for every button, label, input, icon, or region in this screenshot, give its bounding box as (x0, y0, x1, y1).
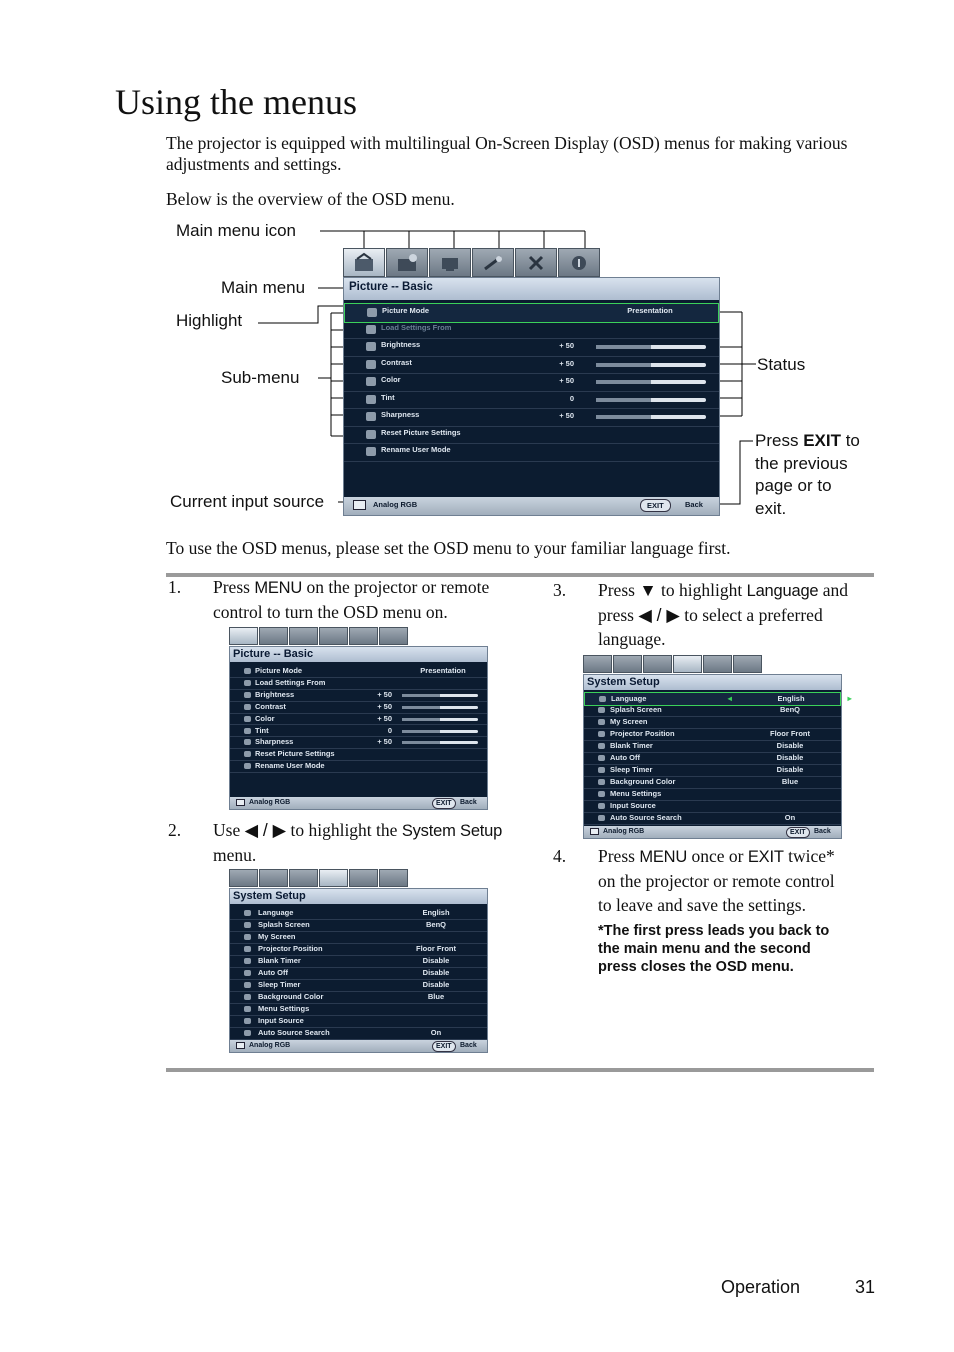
current-input-source: Analog RGB (249, 799, 291, 806)
osd-row-label: Picture Mode (382, 306, 430, 315)
osd-row-slider[interactable] (402, 706, 478, 709)
osd-step1-picture-menu (229, 627, 488, 810)
osd-row-label: Language (611, 694, 647, 703)
tint-icon (244, 728, 251, 734)
setting-icon (244, 922, 251, 928)
exit-button[interactable]: EXIT (432, 798, 456, 809)
picture-advanced-tab-icon[interactable] (259, 869, 288, 887)
callout-current-input-source: Current input source (170, 492, 325, 511)
picture-mode-icon (367, 308, 377, 317)
reset-icon (244, 751, 251, 757)
setting-icon (244, 994, 251, 1000)
osd-row-number: + 50 (559, 358, 574, 368)
setting-icon (598, 791, 605, 797)
callout-main-menu: Main menu (221, 278, 306, 297)
osd-menu-header: System Setup (584, 675, 841, 690)
setting-icon (598, 755, 605, 761)
system-advanced-tab-icon[interactable] (349, 627, 378, 645)
osd-row-label: Menu Settings (610, 789, 662, 798)
right-arrow-icon[interactable]: ► (846, 694, 854, 703)
osd-row-slider[interactable] (596, 363, 706, 367)
osd-row-label: Brightness (381, 340, 421, 349)
osd-row-label: Tint (381, 392, 395, 402)
osd-row-label: Projector Position (610, 729, 675, 738)
osd-row-slider[interactable] (596, 398, 706, 402)
osd-row-value: Presentation (420, 666, 466, 675)
setting-icon (598, 731, 605, 737)
exit-button[interactable]: EXIT (786, 827, 810, 838)
osd-row-slider[interactable] (402, 741, 478, 744)
osd-tab-bar (583, 655, 763, 673)
intro-paragraph: The projector is equipped with multilingual On-Screen Display (OSD) menus for making various adjustments and settings. (166, 133, 848, 174)
osd-row-value: On (784, 813, 796, 822)
osd-panel (343, 277, 720, 516)
rename-icon (244, 763, 251, 769)
osd-row-label: Reset Picture Settings (381, 427, 461, 437)
footnote: *The first press leads you back to the main menu and the second press closes the OSD menu. (598, 923, 830, 975)
system-setup-tab-icon[interactable] (472, 248, 514, 277)
osd-step3-system-menu (583, 655, 854, 839)
sharpness-icon (366, 412, 376, 421)
osd-row-value: Disable (422, 968, 450, 977)
bottom-rule (166, 1068, 874, 1072)
picture-advanced-tab-icon[interactable] (386, 248, 428, 277)
load-settings-icon (366, 325, 376, 334)
osd-row-label: My Screen (258, 932, 296, 941)
osd-row-slider[interactable] (402, 730, 478, 733)
osd-menu-row[interactable] (584, 812, 841, 825)
osd-row-label: Auto Off (258, 968, 288, 977)
display-tab-icon[interactable] (289, 869, 318, 887)
footer-section: Operation (721, 1277, 801, 1297)
left-arrow-icon[interactable]: ◄ (726, 694, 734, 703)
osd-row-value: Blue (781, 777, 799, 786)
osd-row-label: Brightness (255, 689, 295, 699)
osd-row-value: Presentation (627, 306, 673, 315)
osd-row-number: + 50 (377, 713, 392, 723)
setting-icon (244, 1018, 251, 1024)
rename-icon (366, 447, 376, 456)
osd-row-label: Language (258, 908, 294, 917)
system-setup-tab-icon[interactable] (319, 627, 348, 645)
osd-row-value: On (430, 1028, 442, 1037)
osd-row-value: BenQ (779, 705, 800, 714)
display-tab-icon[interactable] (289, 627, 318, 645)
osd-row-number: + 50 (377, 689, 392, 699)
language-text: To use the OSD menus, please set the OSD menu to your familiar language first. (166, 538, 731, 558)
osd-row-label: Background Color (258, 992, 324, 1001)
osd-row-label: Load Settings From (381, 322, 452, 332)
page-title: Using the menus (115, 82, 357, 122)
osd-tab-bar (343, 248, 600, 277)
system-setup-tab-icon[interactable] (319, 869, 348, 887)
osd-row-label: Sleep Timer (258, 980, 301, 989)
osd-row-label: Blank Timer (610, 741, 653, 750)
picture-tab-icon[interactable] (343, 248, 385, 277)
osd-footer (584, 826, 841, 838)
osd-row-value: Disable (422, 980, 450, 989)
osd-menu-row[interactable] (344, 321, 719, 340)
brightness-icon (366, 342, 376, 351)
osd-row-value: English (777, 694, 805, 703)
osd-panel (583, 674, 854, 839)
information-tab-icon[interactable] (733, 655, 762, 673)
load-settings-icon (244, 680, 251, 686)
osd-tab-bar (229, 869, 409, 887)
osd-menu-row[interactable] (344, 408, 719, 427)
color-icon (244, 716, 251, 722)
osd-row-value: Floor Front (416, 944, 456, 953)
osd-menu-row[interactable] (344, 338, 719, 357)
picture-advanced-tab-icon[interactable] (259, 627, 288, 645)
setting-icon (598, 803, 605, 809)
osd-row-value: Disable (776, 765, 804, 774)
osd-row-label: Reset Picture Settings (255, 749, 335, 759)
osd-row-label: Picture Mode (255, 666, 303, 675)
osd-row-label: Auto Source Search (610, 813, 682, 822)
color-icon (366, 377, 376, 386)
setting-icon (244, 946, 251, 952)
osd-row-label: Load Settings From (255, 677, 326, 687)
osd-submenu-list (344, 303, 719, 488)
input-source-icon (236, 799, 245, 806)
osd-row-value: Disable (776, 753, 804, 762)
osd-row-slider[interactable] (402, 718, 478, 721)
display-tab-icon[interactable] (643, 655, 672, 673)
osd-row-label: Background Color (610, 777, 676, 786)
osd-row-label: My Screen (610, 717, 648, 726)
current-input-source: Analog RGB (603, 828, 645, 835)
osd-row-label: Blank Timer (258, 956, 301, 965)
setting-icon (244, 958, 251, 964)
input-source-icon (353, 500, 366, 510)
osd-row-label: Contrast (381, 357, 412, 367)
osd-row-slider[interactable] (596, 380, 706, 384)
osd-step2-system-menu (229, 869, 488, 1053)
setting-icon (244, 982, 251, 988)
osd-footer (230, 1040, 487, 1052)
osd-row-number: 0 (569, 393, 574, 403)
osd-menu-row[interactable] (230, 1027, 487, 1040)
system-advanced-tab-icon[interactable] (349, 869, 378, 887)
back-label: Back (460, 799, 477, 806)
information-tab-icon[interactable] (379, 869, 408, 887)
picture-tab-icon[interactable] (583, 655, 612, 673)
current-input-source: Analog RGB (373, 500, 418, 509)
step-1-number: 1. (168, 577, 182, 597)
osd-row-number: + 50 (377, 701, 392, 711)
osd-panel (229, 888, 488, 1053)
callout-highlight: Highlight (176, 311, 243, 330)
back-label: Back (460, 1042, 477, 1049)
osd-row-label: Sleep Timer (610, 765, 653, 774)
contrast-icon (366, 360, 376, 369)
osd-row-value: Blue (427, 992, 445, 1001)
reset-icon (366, 430, 376, 439)
step-3-number: 3. (553, 580, 567, 600)
osd-menu-row[interactable] (344, 443, 719, 462)
osd-row-label: Projector Position (258, 944, 323, 953)
osd-row-label: Input Source (258, 1016, 304, 1025)
picture-tab-icon[interactable] (229, 627, 258, 645)
callout-status: Status (757, 355, 806, 374)
setting-icon (598, 743, 605, 749)
osd-footer (344, 497, 719, 515)
osd-row-label: Splash Screen (610, 705, 662, 714)
osd-row-label: Color (381, 375, 401, 384)
osd-row-label: Color (255, 713, 275, 723)
exit-button[interactable]: EXIT (432, 1041, 456, 1052)
osd-row-number: + 50 (559, 376, 574, 385)
setting-icon (244, 910, 251, 916)
osd-row-label: Sharpness (381, 410, 420, 419)
osd-row-value: BenQ (425, 920, 446, 929)
tint-icon (366, 395, 376, 404)
osd-row-value: English (422, 908, 450, 917)
input-source-icon (590, 828, 599, 835)
osd-row-number: 0 (387, 725, 392, 735)
setting-icon (598, 779, 605, 785)
osd-menu-row[interactable] (344, 373, 719, 392)
osd-row-value: Disable (776, 741, 804, 750)
setting-icon (598, 767, 605, 773)
setting-icon (244, 970, 251, 976)
step-4-number: 4. (553, 846, 567, 866)
osd-row-number: + 50 (559, 411, 574, 420)
setting-icon (598, 815, 605, 821)
osd-row-slider[interactable] (596, 345, 706, 349)
osd-menu-header: System Setup (230, 889, 487, 904)
osd-menu-row[interactable] (230, 760, 487, 773)
information-tab-icon[interactable] (558, 248, 600, 277)
picture-advanced-tab-icon[interactable] (613, 655, 642, 673)
back-label: Back (685, 500, 703, 509)
step-2-text: Use ◀ / ▶ to highlight the System Setup menu. (213, 820, 503, 865)
step-1-text: Press MENU on the projector or remote control to turn the OSD menu on. (213, 577, 490, 622)
picture-mode-icon (244, 668, 251, 674)
osd-tab-bar (229, 627, 409, 645)
input-source-icon (236, 1042, 245, 1049)
callout-press-exit: Press EXIT to the previous page or to exit. (755, 431, 860, 518)
osd-menu-row[interactable] (344, 391, 719, 410)
brightness-icon (244, 692, 251, 698)
contrast-icon (244, 704, 251, 710)
osd-row-label: Splash Screen (258, 920, 310, 929)
osd-overview (343, 248, 720, 516)
osd-row-slider[interactable] (402, 694, 478, 697)
step-3-text: Press ▼ to highlight Language and press ◀ / ▶ to select a preferred language. (598, 580, 849, 649)
setting-icon (244, 934, 251, 940)
step-2-number: 2. (168, 820, 182, 840)
back-label: Back (814, 828, 831, 835)
step-4-text: Press MENU once or EXIT twice* on the projector or remote control to leave and save the settings. (598, 846, 835, 915)
setting-icon (598, 707, 605, 713)
osd-row-value: Floor Front (770, 729, 810, 738)
exit-button[interactable]: EXIT (640, 499, 671, 512)
overview-text: Below is the overview of the OSD menu. (166, 189, 455, 209)
osd-panel (229, 646, 488, 810)
display-tab-icon[interactable] (429, 248, 471, 277)
osd-row-label: Rename User Mode (255, 761, 325, 771)
osd-footer (230, 797, 487, 809)
osd-row-label: Auto Off (610, 753, 640, 762)
osd-row-slider[interactable] (596, 415, 706, 419)
setting-icon (244, 1030, 251, 1036)
osd-row-label: Contrast (255, 701, 286, 711)
osd-menu-row[interactable] (344, 356, 719, 375)
system-setup-tab-icon[interactable] (673, 655, 702, 673)
osd-menu-row[interactable] (344, 426, 719, 445)
osd-row-label: Auto Source Search (258, 1028, 330, 1037)
sharpness-icon (244, 739, 251, 745)
information-tab-icon[interactable] (379, 627, 408, 645)
osd-row-number: + 50 (559, 341, 574, 350)
osd-row-label: Menu Settings (258, 1004, 310, 1013)
osd-row-label: Sharpness (255, 737, 294, 747)
osd-row-value: Disable (422, 956, 450, 965)
picture-tab-icon[interactable] (229, 869, 258, 887)
page-number: 31 (855, 1277, 876, 1297)
osd-row-number: + 50 (377, 737, 392, 747)
osd-row-label: Rename User Mode (381, 445, 451, 454)
osd-row-label: Tint (255, 725, 269, 735)
setting-icon (598, 719, 605, 725)
osd-menu-header: Picture -- Basic (230, 647, 487, 662)
current-input-source: Analog RGB (249, 1042, 291, 1049)
callout-sub-menu: Sub-menu (221, 368, 300, 387)
osd-menu-header: Picture -- Basic (344, 278, 719, 300)
system-advanced-tab-icon[interactable] (515, 248, 557, 277)
setting-icon (599, 696, 606, 702)
setting-icon (244, 1006, 251, 1012)
system-advanced-tab-icon[interactable] (703, 655, 732, 673)
callout-main-menu-icon: Main menu icon (176, 221, 297, 240)
osd-row-label: Input Source (610, 801, 656, 810)
